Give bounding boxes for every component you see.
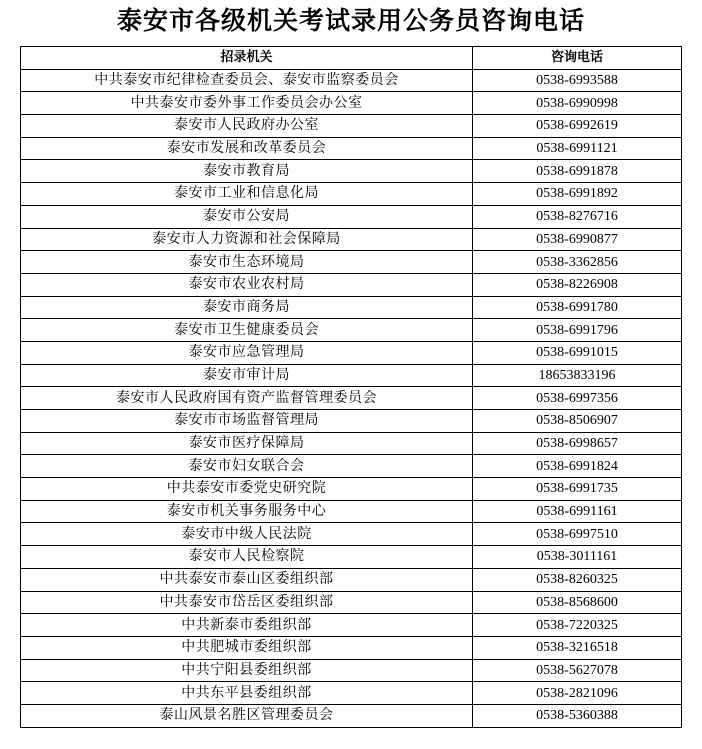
table-row [21, 183, 682, 206]
phone-cell: 0538-6991015 [473, 341, 682, 364]
table-header-row [21, 47, 682, 70]
org-name-cell: 泰安市中级人民法院 [21, 523, 473, 546]
phone-cell: 0538-3216518 [473, 636, 682, 659]
phone-cell: 0538-6990877 [473, 228, 682, 251]
phone-cell: 0538-6997356 [473, 387, 682, 410]
phone-cell: 0538-6992619 [473, 115, 682, 138]
table-row [21, 228, 682, 251]
phone-cell: 0538-8276716 [473, 205, 682, 228]
table-row [21, 251, 682, 274]
org-name-cell: 中共新泰市委组织部 [21, 614, 473, 637]
phone-cell: 0538-3011161 [473, 546, 682, 569]
org-name-cell: 中共泰安市委党史研究院 [21, 478, 473, 501]
org-name-cell: 泰山风景名胜区管理委员会 [21, 704, 473, 727]
phone-cell: 0538-6993588 [473, 69, 682, 92]
org-name-cell: 中共肥城市委组织部 [21, 636, 473, 659]
table-body [21, 69, 682, 727]
org-name-cell: 中共泰安市纪律检查委员会、泰安市监察委员会 [21, 69, 473, 92]
phone-cell: 0538-2821096 [473, 682, 682, 705]
table-row [21, 546, 682, 569]
table-row [21, 455, 682, 478]
table-row [21, 591, 682, 614]
phone-cell: 0538-6998657 [473, 432, 682, 455]
table-row [21, 432, 682, 455]
org-name-cell: 中共泰安市泰山区委组织部 [21, 568, 473, 591]
table-row [21, 636, 682, 659]
table-row [21, 341, 682, 364]
org-name-cell: 泰安市工业和信息化局 [21, 183, 473, 206]
phone-cell: 0538-6991796 [473, 319, 682, 342]
org-name-cell: 泰安市卫生健康委员会 [21, 319, 473, 342]
header-org: 招录机关 [21, 47, 473, 70]
org-name-cell: 中共泰安市委外事工作委员会办公室 [21, 92, 473, 115]
table-row [21, 614, 682, 637]
org-name-cell: 泰安市人民政府办公室 [21, 115, 473, 138]
phone-cell: 0538-6997510 [473, 523, 682, 546]
table-row [21, 387, 682, 410]
org-name-cell: 中共宁阳县委组织部 [21, 659, 473, 682]
phone-cell: 0538-7220325 [473, 614, 682, 637]
table-row [21, 478, 682, 501]
phone-cell: 0538-8260325 [473, 568, 682, 591]
table-row [21, 410, 682, 433]
org-name-cell: 泰安市农业农村局 [21, 273, 473, 296]
phone-cell: 0538-6991824 [473, 455, 682, 478]
table-row [21, 115, 682, 138]
org-name-cell: 泰安市妇女联合会 [21, 455, 473, 478]
org-name-cell: 泰安市机关事务服务中心 [21, 500, 473, 523]
table-row [21, 92, 682, 115]
phone-cell: 0538-8506907 [473, 410, 682, 433]
table-row [21, 205, 682, 228]
phone-cell: 0538-5360388 [473, 704, 682, 727]
org-name-cell: 泰安市审计局 [21, 364, 473, 387]
table-row [21, 296, 682, 319]
phone-cell: 0538-6991892 [473, 183, 682, 206]
org-name-cell: 泰安市发展和改革委员会 [21, 137, 473, 160]
org-name-cell: 泰安市商务局 [21, 296, 473, 319]
table-row [21, 137, 682, 160]
table-row [21, 568, 682, 591]
phone-cell: 0538-6991780 [473, 296, 682, 319]
phone-cell: 0538-8226908 [473, 273, 682, 296]
table-row [21, 319, 682, 342]
org-name-cell: 泰安市应急管理局 [21, 341, 473, 364]
table-row [21, 500, 682, 523]
table-row [21, 69, 682, 92]
org-name-cell: 中共泰安市岱岳区委组织部 [21, 591, 473, 614]
table-row [21, 523, 682, 546]
org-name-cell: 泰安市教育局 [21, 160, 473, 183]
phone-cell: 0538-6990998 [473, 92, 682, 115]
phone-cell: 18653833196 [473, 364, 682, 387]
table-row [21, 160, 682, 183]
table-row [21, 659, 682, 682]
table-row [21, 273, 682, 296]
org-name-cell: 泰安市公安局 [21, 205, 473, 228]
phone-cell: 0538-6991161 [473, 500, 682, 523]
table-row [21, 704, 682, 727]
phone-cell: 0538-6991121 [473, 137, 682, 160]
phone-cell: 0538-5627078 [473, 659, 682, 682]
header-phone: 咨询电话 [473, 47, 682, 70]
org-name-cell: 中共东平县委组织部 [21, 682, 473, 705]
phone-cell: 0538-8568600 [473, 591, 682, 614]
table-row [21, 364, 682, 387]
org-name-cell: 泰安市医疗保障局 [21, 432, 473, 455]
org-name-cell: 泰安市生态环境局 [21, 251, 473, 274]
phone-cell: 0538-6991735 [473, 478, 682, 501]
org-name-cell: 泰安市人力资源和社会保障局 [21, 228, 473, 251]
org-name-cell: 泰安市人民检察院 [21, 546, 473, 569]
org-name-cell: 泰安市市场监督管理局 [21, 410, 473, 433]
page-title: 泰安市各级机关考试录用公务员咨询电话 [116, 6, 585, 35]
table-row [21, 682, 682, 705]
contacts-table [20, 46, 682, 728]
org-name-cell: 泰安市人民政府国有资产监督管理委员会 [21, 387, 473, 410]
phone-cell: 0538-3362856 [473, 251, 682, 274]
phone-cell: 0538-6991878 [473, 160, 682, 183]
